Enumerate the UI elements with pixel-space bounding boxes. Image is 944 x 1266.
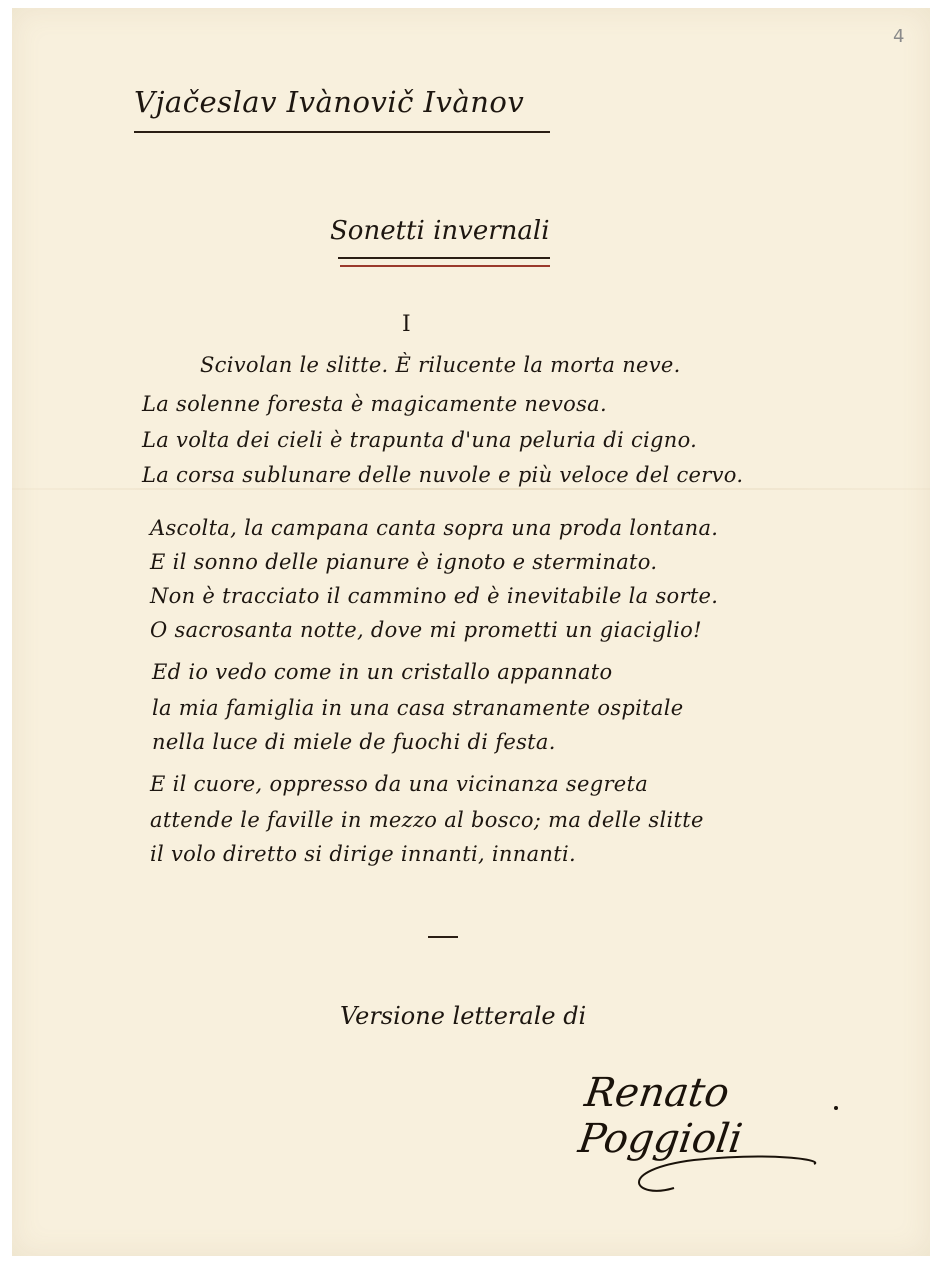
page-number: 4 [893,26,905,47]
signature-flourish [574,1060,854,1200]
poem-line: la mia famiglia in una casa stranamente ospitale [152,696,684,720]
poem-line: Non è tracciato il cammino ed è inevitabile la sorte. [150,584,719,608]
poem-line: il volo diretto si dirige innanti, innanti. [150,842,576,866]
paper-fold [12,488,930,490]
poem-line: La solenne foresta è magicamente nevosa. [142,392,607,416]
title-underline-black [338,257,550,259]
translation-credit: Versione letterale di [340,1002,587,1030]
poem-line: La corsa sublunare delle nuvole e più veloce del cervo. [142,463,744,487]
poem-line: Ed io vedo come in un cristallo appannato [152,660,613,684]
poem-line: O sacrosanta notte, dove mi prometti un giaciglio! [150,618,702,642]
poem-line: E il cuore, oppresso da una vicinanza segreta [150,772,649,796]
author-name: Vjačeslav Ivànovič Ivànov [134,85,525,119]
signature-text: Renato Poggioli [575,1070,746,1162]
signature [574,1060,854,1200]
poem-line: La volta dei cieli è trapunta d'una peluria di cigno. [142,428,698,452]
section-numeral: I [402,312,411,337]
poem-line: Ascolta, la campana canta sopra una proda lontana. [150,516,719,540]
author-underline [134,131,550,133]
poem-line: nella luce di miele de fuochi di festa. [152,730,556,754]
separator-dash [428,936,458,938]
poem-line: attende le faville in mezzo al bosco; ma delle slitte [150,808,704,832]
title-underline-red [340,265,550,267]
poem-line: E il sonno delle pianure è ignoto e sterminato. [150,550,658,574]
poem-line: Scivolan le slitte. È rilucente la morta neve. [200,353,681,377]
poem-title: Sonetti invernali [330,216,550,246]
